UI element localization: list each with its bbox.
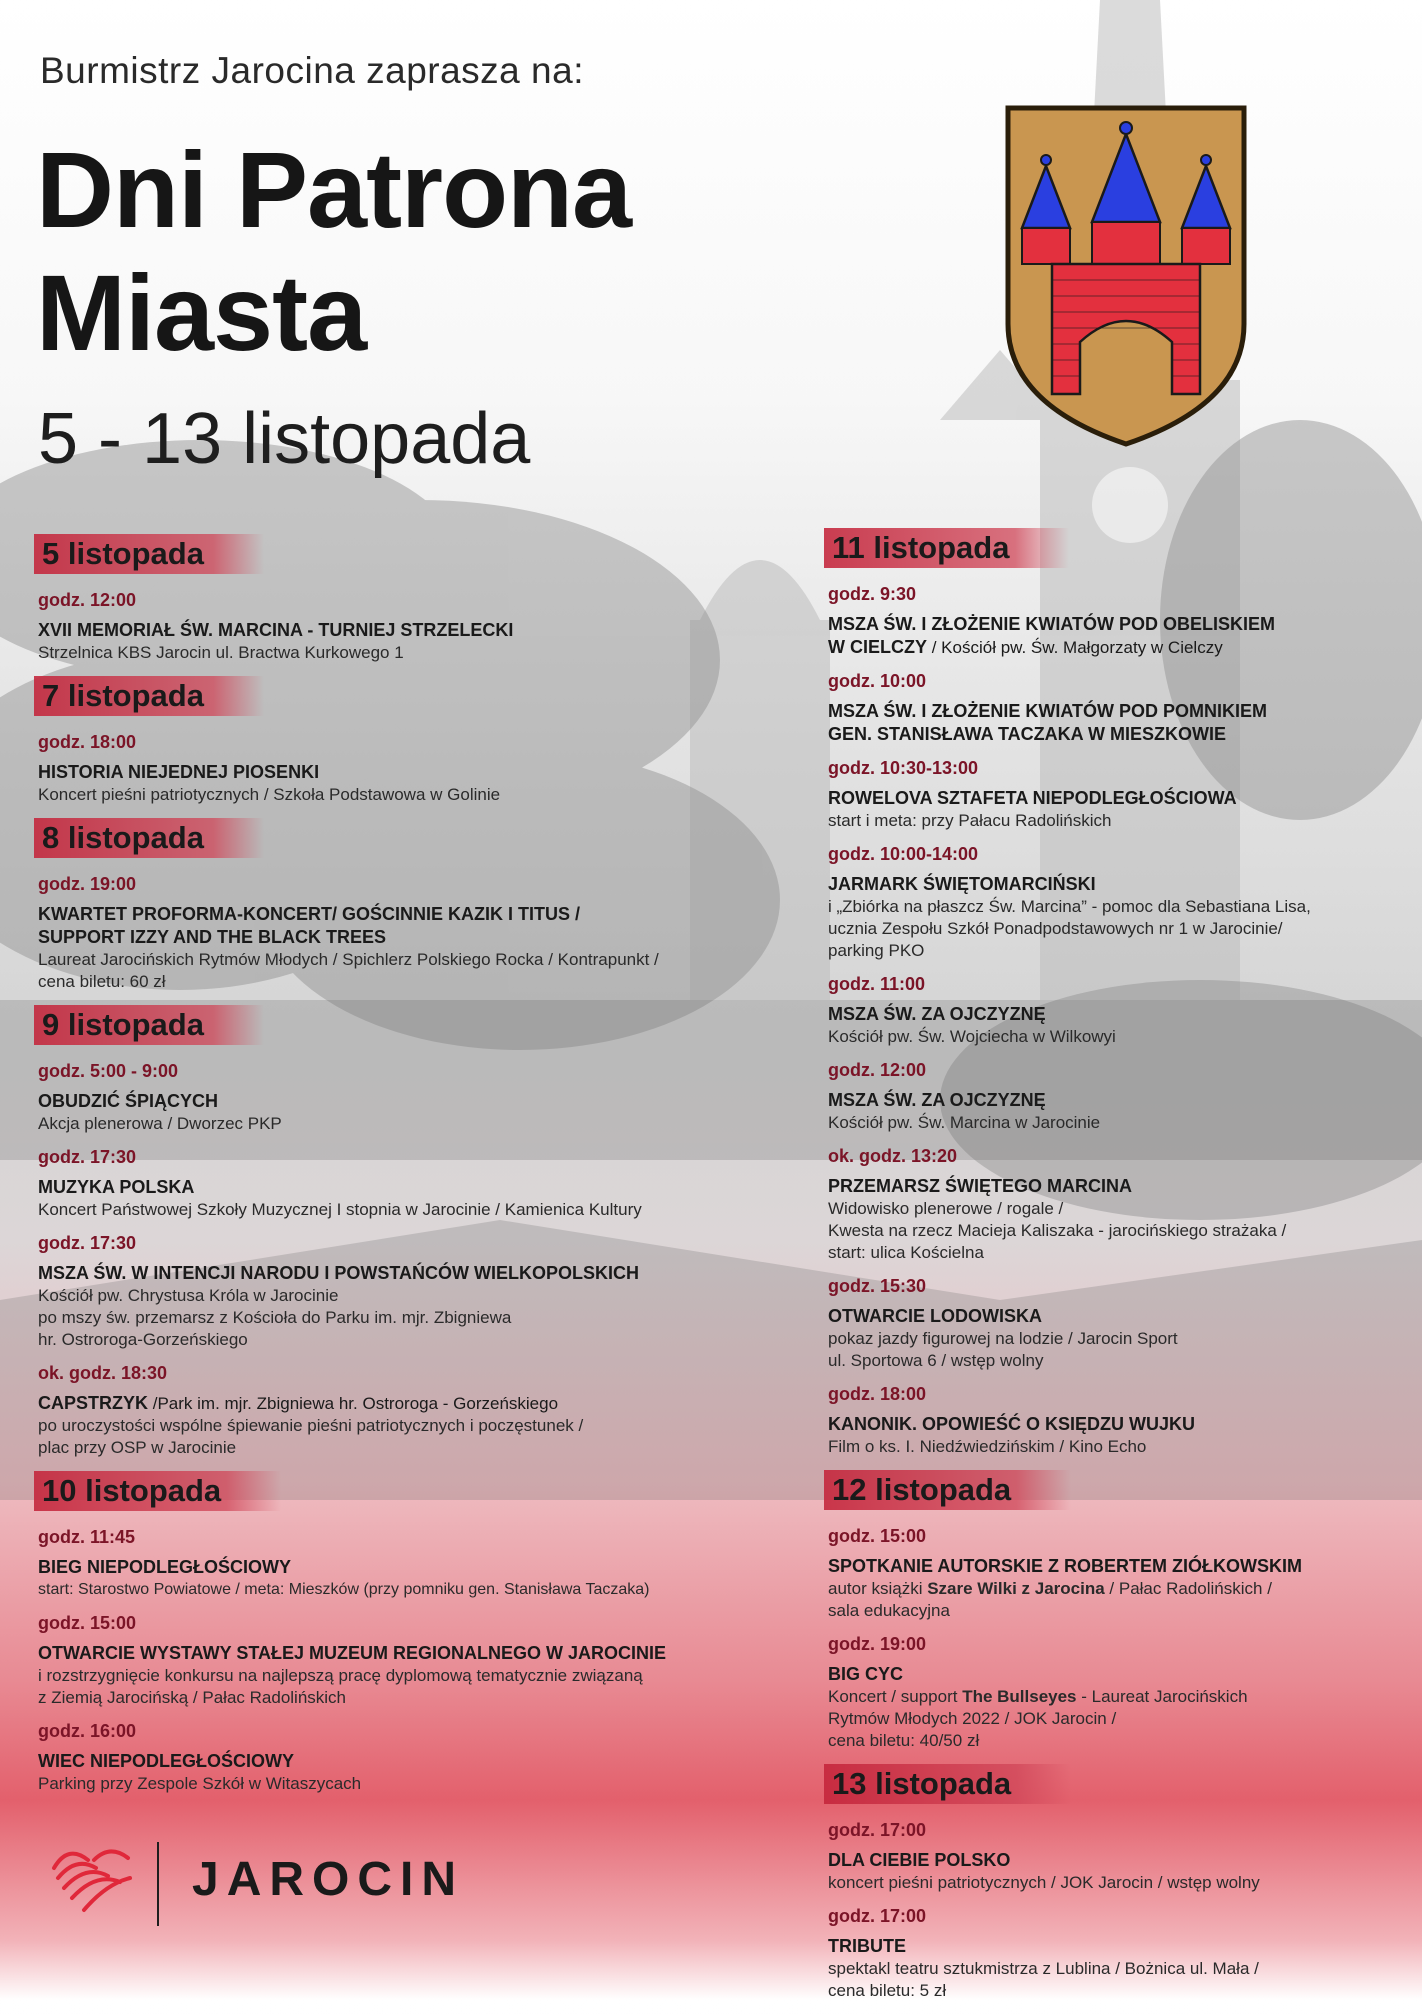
jarocin-heart-logo-icon <box>46 1838 136 1918</box>
event-item <box>828 1526 1388 1622</box>
event-description: Koncert pieśni patriotycznych / Szkoła Podstawowa w Golinie <box>38 785 501 804</box>
event-time: godz. 15:30 <box>828 1276 927 1296</box>
event-title: XVII MEMORIAŁ ŚW. MARCINA - TURNIEJ STRZELECKI <box>38 620 514 640</box>
event-title: DLA CIEBIE POLSKO <box>828 1850 1011 1870</box>
event-description: / Pałac Radolińskich / sala edukacyjna <box>828 1579 1272 1620</box>
event-description: i „Zbiórka na płaszcz Św. Marcina” - pomoc dla Sebastiana Lisa, ucznia Zespołu Szkół Ponadpodstawowych nr 1 w Jarocinie/ parking PKO <box>828 897 1311 960</box>
event-item <box>828 1276 1388 1372</box>
event-description-prefix: autor książki <box>828 1579 928 1598</box>
day-block <box>38 818 738 993</box>
event-description: pokaz jazdy figurowej na lodzie / Jarocin Sport ul. Sportowa 6 / wstęp wolny <box>828 1329 1178 1370</box>
event-time: ok. godz. 13:20 <box>828 1146 958 1166</box>
event-title: JARMARK ŚWIĘTOMARCIŃSKI <box>828 874 1096 894</box>
event-time: godz. 5:00 - 9:00 <box>38 1061 179 1081</box>
event-time: godz. 18:00 <box>38 732 137 752</box>
day-header: 9 listopada <box>34 1005 264 1045</box>
event-item <box>38 1527 738 1601</box>
event-title: MSZA ŚW. W INTENCJI NARODU I POWSTAŃCÓW WIELKOPOLSKICH <box>38 1263 639 1283</box>
event-title: OTWARCIE LODOWISKA <box>828 1306 1042 1326</box>
event-item <box>828 671 1388 746</box>
event-time: godz. 12:00 <box>38 590 137 610</box>
event-title: HISTORIA NIEJEDNEJ PIOSENKI <box>38 762 320 782</box>
event-description-prefix: Koncert / support <box>828 1687 963 1706</box>
event-title: WIEC NIEPODLEGŁOŚCIOWY <box>38 1751 295 1771</box>
event-item <box>828 1634 1388 1752</box>
day-header: 8 listopada <box>34 818 264 858</box>
event-title: MSZA ŚW. ZA OJCZYZNĘ <box>828 1090 1046 1110</box>
event-title: MUZYKA POLSKA <box>38 1177 195 1197</box>
event-time: godz. 11:45 <box>38 1527 136 1547</box>
event-description-line <box>828 1578 1388 1622</box>
support-band: The Bullseyes <box>962 1687 1077 1706</box>
event-item <box>828 844 1388 962</box>
event-title: PRZEMARSZ ŚWIĘTEGO MARCINA <box>828 1176 1132 1196</box>
day-header: 5 listopada <box>34 534 264 574</box>
event-item <box>828 584 1388 659</box>
event-time: godz. 10:00 <box>828 671 927 691</box>
event-item <box>38 732 738 806</box>
event-item <box>38 1721 738 1795</box>
day-block <box>38 534 738 664</box>
event-location-inline: /Park im. mjr. Zbigniewa hr. Ostroroga - Gorzeńskiego <box>148 1394 559 1413</box>
event-description: Strzelnica KBS Jarocin ul. Bractwa Kurkowego 1 <box>38 643 404 662</box>
event-item <box>828 974 1388 1048</box>
poster-title-line1: Dni Patrona <box>36 129 632 250</box>
day-header: 13 listopada <box>824 1764 1071 1804</box>
event-time: godz. 10:30-13:00 <box>828 758 979 778</box>
event-time: godz. 12:00 <box>828 1060 927 1080</box>
event-title: OTWARCIE WYSTAWY STAŁEJ MUZEUM REGIONALNEGO W JAROCINIE <box>38 1643 667 1663</box>
event-item <box>38 1061 738 1135</box>
event-description: Widowisko plenerowe / rogale / Kwesta na rzecz Macieja Kaliszaka - jarocińskiego strażaka / start: ulica Kościelna <box>828 1199 1287 1262</box>
event-time: ok. godz. 18:30 <box>38 1363 168 1383</box>
day-block <box>38 1005 738 1459</box>
day-block <box>828 528 1388 1458</box>
event-time: godz. 15:00 <box>828 1526 927 1546</box>
event-description: koncert pieśni patriotycznych / JOK Jarocin / wstęp wolny <box>828 1873 1260 1892</box>
event-time: godz. 17:30 <box>38 1233 137 1253</box>
coat-of-arms-icon <box>1004 104 1248 448</box>
event-item <box>38 1147 738 1221</box>
day-block <box>38 676 738 806</box>
event-title: MSZA ŚW. I ZŁOŻENIE KWIATÓW POD POMNIKIEM GEN. STANISŁAWA TACZAKA W MIESZKOWIE <box>828 701 1267 744</box>
event-description-line <box>828 1686 1388 1752</box>
event-description: - Laureat Jarocińskich Rytmów Młodych 2022 / JOK Jarocin / cena biletu: 40/50 zł <box>828 1687 1248 1750</box>
event-description: Film o ks. I. Niedźwiedzińskim / Kino Echo <box>828 1437 1147 1456</box>
event-time: godz. 15:00 <box>38 1613 137 1633</box>
event-item <box>38 1233 738 1351</box>
event-title: TRIBUTE <box>828 1936 906 1956</box>
event-description: Akcja plenerowa / Dworzec PKP <box>38 1114 282 1133</box>
event-title: SPOTKANIE AUTORSKIE Z ROBERTEM ZIÓŁKOWSKIM <box>828 1556 1303 1576</box>
poster-subtitle: Burmistrz Jarocina zaprasza na: <box>40 50 584 91</box>
day-header: 7 listopada <box>34 676 264 716</box>
event-description: po uroczystości wspólne śpiewanie pieśni patriotycznych i poczęstunek / plac przy OSP w Jarocinie <box>38 1416 584 1457</box>
poster-title <box>36 128 631 374</box>
event-item <box>828 1820 1388 1894</box>
day-header: 10 listopada <box>34 1471 281 1511</box>
event-title: KANONIK. OPOWIEŚĆ O KSIĘDZU WUJKU <box>828 1414 1196 1434</box>
event-title: BIEG NIEPODLEGŁOŚCIOWY <box>38 1557 292 1577</box>
event-time: godz. 9:30 <box>828 584 917 604</box>
event-title-line <box>828 613 1388 659</box>
day-header: 11 listopada <box>824 528 1069 568</box>
event-time: godz. 18:00 <box>828 1384 927 1404</box>
schedule-right-column <box>828 528 1388 2014</box>
day-block <box>828 1764 1388 2002</box>
event-time: godz. 11:00 <box>828 974 926 994</box>
event-time: godz. 19:00 <box>828 1634 927 1654</box>
event-item <box>828 1146 1388 1264</box>
day-header: 12 listopada <box>824 1470 1071 1510</box>
poster-date-range: 5 - 13 listopada <box>38 399 531 479</box>
event-item <box>38 1363 738 1459</box>
event-item <box>38 874 738 993</box>
schedule-left-column <box>38 534 738 1807</box>
event-time: godz. 17:30 <box>38 1147 137 1167</box>
event-item <box>828 1906 1388 2002</box>
event-time: godz. 16:00 <box>38 1721 137 1741</box>
footer-divider <box>157 1842 159 1926</box>
event-description: start i meta: przy Pałacu Radolińskich <box>828 811 1112 830</box>
day-block <box>828 1470 1388 1752</box>
book-title: Szare Wilki z Jarocina <box>927 1579 1105 1598</box>
event-description: i rozstrzygnięcie konkursu na najlepszą pracę dyplomową tematycznie związaną z Ziemią Jarocińską / Pałac Radolińskich <box>38 1666 643 1707</box>
event-time: godz. 19:00 <box>38 874 137 894</box>
event-description: Kościół pw. Św. Wojciecha w Wilkowyi <box>828 1027 1116 1046</box>
event-item <box>828 1384 1388 1458</box>
event-description: spektakl teatru sztukmistrza z Lublina / Bożnica ul. Mała / cena biletu: 5 zł <box>828 1959 1259 2000</box>
event-description: Koncert Państwowej Szkoły Muzycznej I stopnia w Jarocinie / Kamienica Kultury <box>38 1200 642 1219</box>
event-item <box>38 1613 738 1709</box>
event-title: OBUDZIĆ ŚPIĄCYCH <box>38 1091 219 1111</box>
event-description: Parking przy Zespole Szkół w Witaszycach <box>38 1774 362 1793</box>
event-title: MSZA ŚW. I ZŁOŻENIE KWIATÓW POD OBELISKIEM W CIELCZY <box>828 614 1275 657</box>
day-block <box>38 1471 738 1795</box>
event-description: Kościół pw. Chrystusa Króla w Jarocinie po mszy św. przemarsz z Kościoła do Parku im. mjr. Zbigniewa hr. Ostroroga-Gorzeńskiego <box>38 1286 512 1349</box>
event-description: start: Starostwo Powiatowe / meta: Mieszków (przy pomniku gen. Stanisława Taczaka) <box>38 1581 650 1598</box>
event-item <box>828 758 1388 832</box>
event-description: Kościół pw. Św. Marcina w Jarocinie <box>828 1113 1101 1132</box>
event-time: godz. 10:00-14:00 <box>828 844 979 864</box>
event-title-line <box>38 1392 738 1415</box>
event-description: Laureat Jarocińskich Rytmów Młodych / Spichlerz Polskiego Rocka / Kontrapunkt / cena biletu: 60 zł <box>38 950 659 991</box>
event-time: godz. 17:00 <box>828 1906 927 1926</box>
poster-title-line2: Miasta <box>36 252 367 373</box>
event-title: CAPSTRZYK <box>38 1393 149 1413</box>
event-item <box>38 590 738 664</box>
event-item <box>828 1060 1388 1134</box>
event-title: KWARTET PROFORMA-KONCERT/ GOŚCINNIE KAZIK I TITUS / SUPPORT IZZY AND THE BLACK TREES <box>38 904 580 947</box>
event-location-inline: / Kościół pw. Św. Małgorzaty w Cielczy <box>927 638 1223 657</box>
event-title: ROWELOVA SZTAFETA NIEPODLEGŁOŚCIOWA <box>828 788 1237 808</box>
event-title: BIG CYC <box>828 1664 904 1684</box>
event-time: godz. 17:00 <box>828 1820 927 1840</box>
event-title: MSZA ŚW. ZA OJCZYZNĘ <box>828 1004 1046 1024</box>
jarocin-wordmark: JAROCIN <box>192 1853 465 1906</box>
